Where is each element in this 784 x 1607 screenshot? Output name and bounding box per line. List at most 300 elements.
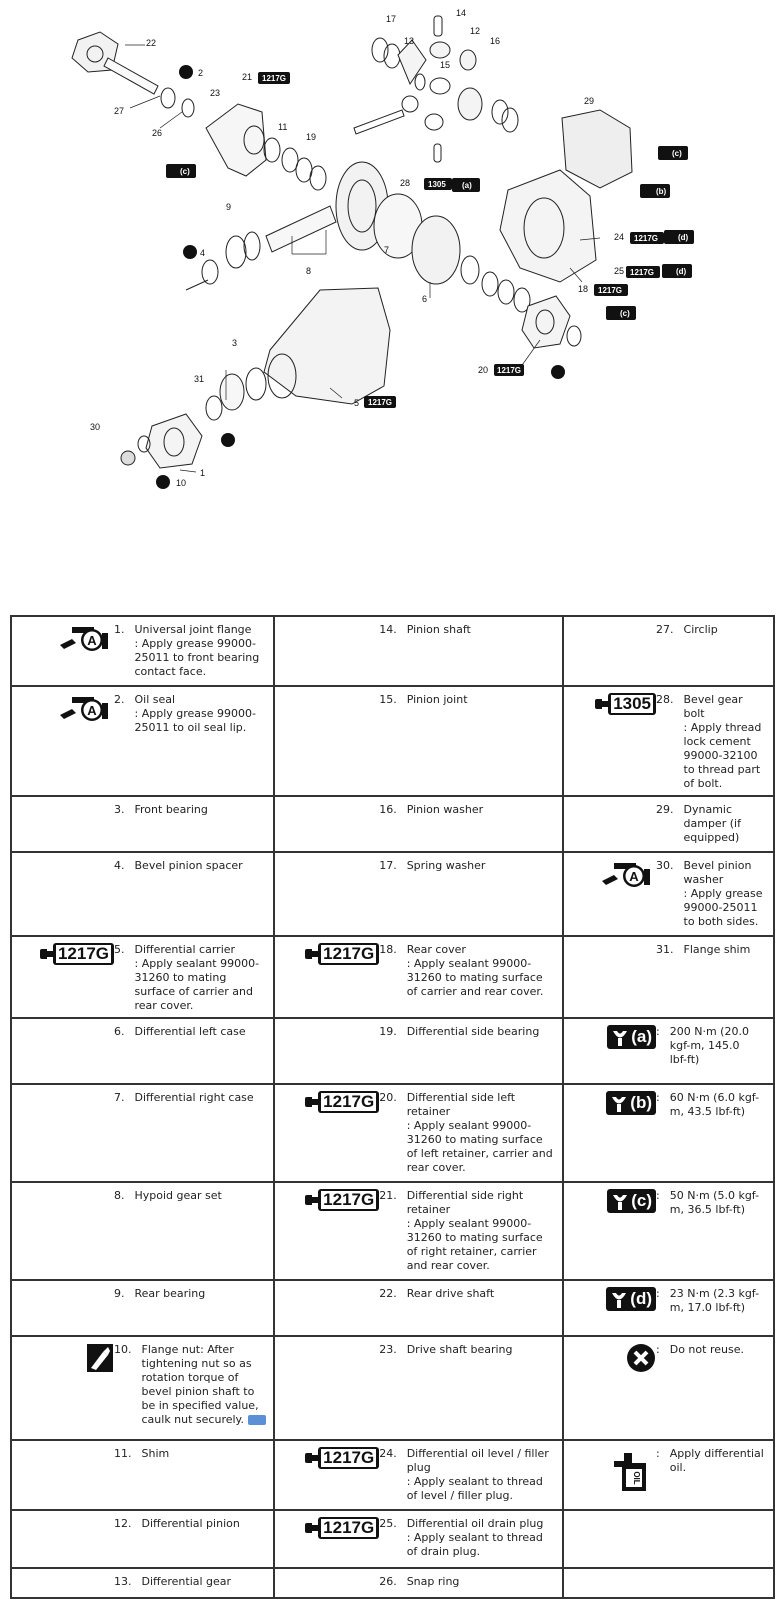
legend-cell <box>563 616 774 686</box>
part-description <box>142 1343 268 1427</box>
part-number: 7. <box>114 1091 125 1104</box>
part-name: Flange shim <box>683 943 751 956</box>
part-description <box>684 943 767 957</box>
universal-joint-flange-drawing <box>121 414 202 468</box>
legend-icon-slot <box>568 623 656 637</box>
svg-text:1217G: 1217G <box>634 234 659 243</box>
part-number: 3. <box>114 803 125 816</box>
svg-text:(a): (a) <box>462 181 472 190</box>
svg-text:1305: 1305 <box>428 180 446 189</box>
table-row <box>11 1182 774 1280</box>
part-name: Shim <box>141 1447 170 1460</box>
part-note: : Apply thread lock cement 99000-32100 to thread part of bolt. <box>683 721 762 790</box>
legend-icon-slot <box>279 1091 379 1175</box>
part-number: 9. <box>114 1287 125 1300</box>
legend-cell <box>274 852 563 936</box>
part-name: Differential oil level / filler plug <box>406 1447 549 1474</box>
part-name: 50 N·m (5.0 kgf-m, 36.5 lbf-ft) <box>669 1189 760 1216</box>
part-name: Do not reuse. <box>669 1343 744 1356</box>
part-number: 14. <box>379 623 397 636</box>
torque-b-icon: (b) <box>606 1091 656 1115</box>
legend-icon-slot <box>279 1287 379 1301</box>
part-name: 60 N·m (6.0 kgf-m, 43.5 lbf-ft) <box>669 1091 760 1118</box>
part-note: : Apply sealant 99000-31260 to mating surface of carrier and rear cover. <box>406 957 544 998</box>
torque-a-icon: (a) <box>607 1025 656 1049</box>
legend-cell <box>11 1018 274 1084</box>
legend-cell <box>11 1084 274 1182</box>
callout-18: 18 <box>578 284 589 294</box>
part-description <box>670 1091 767 1119</box>
table-row <box>11 1018 774 1084</box>
callout-30: 30 <box>90 422 101 432</box>
callout-7: 7 <box>384 245 390 255</box>
svg-text:OIL: OIL <box>632 1471 642 1485</box>
legend-cell <box>274 936 563 1018</box>
caulk-icon <box>86 1343 114 1373</box>
svg-text:(d): (d) <box>678 233 689 242</box>
part-number: 18. <box>379 943 397 956</box>
part-name: Differential right case <box>134 1091 254 1104</box>
part-description <box>670 1287 767 1315</box>
part-number: 1. <box>114 623 125 636</box>
part-note: : Apply grease 99000-25011 to both sides. <box>683 887 763 928</box>
svg-text:1217G: 1217G <box>598 286 623 295</box>
legend-cell <box>563 1568 774 1598</box>
part-note: : Apply sealant 99000-31260 to mating surface of carrier and rear cover. <box>134 957 260 1012</box>
svg-text:1217G: 1217G <box>497 366 522 375</box>
legend-cell <box>274 1510 563 1568</box>
legend-icon-slot <box>568 1091 656 1119</box>
part-name: Apply differential oil. <box>669 1447 764 1474</box>
legend-cell <box>11 1336 274 1440</box>
part-number: 28. <box>656 693 674 706</box>
seal-tag-24 <box>630 232 664 244</box>
callout-3: 3 <box>232 338 238 348</box>
legend-icon-slot <box>568 803 656 845</box>
callout-23: 23 <box>210 88 221 98</box>
part-name: Front bearing <box>134 803 208 816</box>
part-number: 29. <box>656 803 674 816</box>
legend-cell <box>11 1568 274 1598</box>
part-name: 200 N·m (20.0 kgf-m, 145.0 <box>669 1025 749 1052</box>
part-description <box>407 1091 556 1175</box>
part-number: 20. <box>379 1091 397 1104</box>
torque-tag-c-left <box>166 164 196 178</box>
legend-icon-slot <box>279 1025 379 1039</box>
callout-25: 25 <box>614 266 625 276</box>
sealant-1305-icon: 1305 <box>595 693 656 715</box>
part-number: 11. <box>114 1447 132 1460</box>
table-row <box>11 616 774 686</box>
table-row <box>11 936 774 1018</box>
legend-cell <box>563 852 774 936</box>
legend-icon-slot <box>16 859 114 873</box>
callout-13: 13 <box>404 36 415 46</box>
part-name: Snap ring <box>406 1575 460 1588</box>
part-description <box>135 1287 268 1301</box>
torque-tag-b <box>640 184 670 198</box>
table-row <box>11 796 774 852</box>
sealant-1217g-icon: 1217G <box>305 1091 379 1113</box>
legend-icon-slot <box>279 1517 379 1559</box>
part-name: Universal joint flange <box>134 623 252 636</box>
legend-cell <box>274 686 563 796</box>
part-number: 23. <box>379 1343 397 1356</box>
part-description <box>142 1447 268 1461</box>
part-number: 10. <box>114 1343 132 1356</box>
part-description <box>407 1025 556 1039</box>
sealant-1217g-icon: 1217G <box>305 1517 379 1539</box>
legend-cell <box>563 1336 774 1440</box>
legend-icon-slot <box>568 1343 656 1373</box>
part-name: Drive shaft bearing <box>406 1343 513 1356</box>
part-description <box>407 943 556 999</box>
callout-20: 20 <box>478 365 489 375</box>
part-name: Differential pinion <box>141 1517 240 1530</box>
svg-text:A: A <box>629 869 639 884</box>
part-description <box>407 1189 556 1273</box>
callout-26: 26 <box>152 128 163 138</box>
part-description <box>407 1447 556 1503</box>
part-description <box>407 693 556 707</box>
part-name: Differential oil drain plug <box>406 1517 544 1530</box>
callout-10: 10 <box>176 478 187 488</box>
part-description <box>684 623 767 637</box>
callout-17: 17 <box>386 14 397 24</box>
legend-cell <box>563 1510 774 1568</box>
grease-a-icon <box>58 623 114 653</box>
legend-cell <box>274 1018 563 1084</box>
part-name: Rear cover <box>406 943 466 956</box>
legend-cell <box>563 1018 774 1084</box>
part-description <box>407 623 556 637</box>
part-number: 4. <box>114 859 125 872</box>
legend-icon-slot <box>568 1447 656 1493</box>
part-number: : <box>656 1189 660 1202</box>
legend-icon-slot <box>16 1287 114 1301</box>
svg-text:1217G: 1217G <box>368 398 393 407</box>
svg-text:(c): (c) <box>180 167 190 176</box>
part-description <box>135 859 268 873</box>
legend-icon-slot <box>568 1287 656 1315</box>
sealant-1217g-icon: 1217G <box>305 1189 379 1211</box>
legend-cell <box>274 1280 563 1336</box>
svg-text:(b): (b) <box>656 187 667 196</box>
part-description <box>407 859 556 873</box>
legend-icon-slot <box>568 1025 656 1067</box>
part-name: Differential left case <box>134 1025 246 1038</box>
grease-a-icon <box>58 693 114 723</box>
callout-28: 28 <box>400 178 411 188</box>
callout-14: 14 <box>456 8 467 18</box>
callout-29: 29 <box>584 96 595 106</box>
legend-icon-slot <box>279 943 379 999</box>
part-description <box>407 1343 556 1357</box>
rear-cover-drawing <box>500 110 632 282</box>
legend-cell <box>11 1440 274 1510</box>
grease-a-icon <box>600 859 656 889</box>
legend-icon-slot <box>16 1091 114 1105</box>
part-name: 23 N·m (2.3 kgf-m, 17.0 lbf-ft) <box>669 1287 760 1314</box>
part-number: 30. <box>656 859 674 872</box>
legend-icon-slot <box>16 693 114 735</box>
legend-cell <box>11 936 274 1018</box>
legend-cell <box>563 1182 774 1280</box>
part-number: 27. <box>656 623 674 636</box>
seal-tag-21 <box>258 72 290 84</box>
legend-icon-slot <box>279 623 379 637</box>
part-number: 12. <box>114 1517 132 1530</box>
callout-8: 8 <box>306 266 312 276</box>
part-name: Hypoid gear set <box>134 1189 222 1202</box>
legend-cell <box>274 1336 563 1440</box>
table-row <box>11 686 774 796</box>
legend-icon-slot <box>16 1575 114 1589</box>
part-name: Bevel pinion washer <box>683 859 752 886</box>
legend-cell <box>11 686 274 796</box>
legend-cell <box>563 936 774 1018</box>
callout-4: 4 <box>200 248 206 258</box>
callout-15: 15 <box>440 60 451 70</box>
part-number: 8. <box>114 1189 125 1202</box>
part-number: : <box>656 1447 660 1460</box>
part-number: 5. <box>114 943 125 956</box>
sealant-1217g-icon: 1217G <box>305 943 379 965</box>
part-number: : <box>656 1287 660 1300</box>
legend-cell <box>563 1280 774 1336</box>
legend-icon-slot <box>279 1575 379 1589</box>
sealant-1217g-icon: 1217G <box>40 943 114 965</box>
part-number: 21. <box>379 1189 397 1202</box>
legend-icon-slot <box>568 943 656 957</box>
part-description <box>684 859 767 929</box>
table-row <box>11 1084 774 1182</box>
reference-link-icon[interactable] <box>248 1415 266 1425</box>
part-name: Flange nut: After tightening nut so as rotation torque of bevel pinion shaft to be in specified value, caulk nut securely. <box>141 1343 259 1426</box>
part-number: 17. <box>379 859 397 872</box>
legend-icon-slot <box>16 1025 114 1039</box>
part-note: : Apply grease 99000-25011 to oil seal lip. <box>134 707 256 734</box>
part-name: Differential side right retainer <box>406 1189 524 1216</box>
part-number: : <box>656 1091 660 1104</box>
part-note: : Apply sealant to thread of drain plug. <box>406 1531 543 1558</box>
oil-can-icon <box>610 1447 656 1493</box>
part-number: 16. <box>379 803 397 816</box>
part-name: Bevel gear bolt <box>683 693 743 720</box>
part-description <box>135 943 268 1013</box>
legend-cell <box>274 616 563 686</box>
part-name: Oil seal <box>134 693 176 706</box>
part-description <box>135 1091 268 1105</box>
part-number: 19. <box>379 1025 397 1038</box>
svg-text:(d): (d) <box>676 267 687 276</box>
part-name: Rear drive shaft <box>406 1287 495 1300</box>
part-number: : <box>656 1025 660 1038</box>
part-number: 26. <box>379 1575 397 1588</box>
legend-icon-slot <box>279 803 379 817</box>
legend-icon-slot <box>568 693 656 791</box>
legend-icon-slot <box>16 1447 114 1461</box>
bevel-pinion-drawing <box>186 206 336 290</box>
legend-icon-slot <box>568 1189 656 1217</box>
part-name: Circlip <box>683 623 718 636</box>
part-description <box>135 693 268 735</box>
legend-cell <box>11 616 274 686</box>
legend-icon-slot <box>279 1447 379 1503</box>
part-number: 24. <box>379 1447 397 1460</box>
callout-1: 1 <box>200 468 206 478</box>
legend-cell <box>11 1182 274 1280</box>
part-number: 2. <box>114 693 125 706</box>
part-number: 31. <box>656 943 674 956</box>
seal-tag-25 <box>626 266 660 278</box>
part-note: : Apply sealant 99000-31260 to mating surface of left retainer, carrier and rear cover. <box>406 1119 553 1174</box>
svg-text:A: A <box>87 633 97 648</box>
legend-cell <box>274 1084 563 1182</box>
part-description <box>142 1517 268 1531</box>
part-name: Differential side bearing <box>406 1025 540 1038</box>
part-note: : Apply grease 99000-25011 to front bearing contact face. <box>134 637 260 678</box>
part-description <box>135 1189 268 1203</box>
legend-icon-slot <box>16 623 114 679</box>
legend-icon-slot <box>16 803 114 817</box>
legend-icon-slot <box>16 1517 114 1531</box>
legend-cell <box>11 852 274 936</box>
legend-icon-slot <box>16 943 114 1013</box>
part-note: : Apply sealant to thread of level / filler plug. <box>406 1475 543 1502</box>
part-note: : Apply sealant 99000-31260 to mating surface of right retainer, carrier and rear cover. <box>406 1217 543 1272</box>
torque-c-icon: (c) <box>607 1189 656 1213</box>
right-retainer-drawing <box>522 296 581 348</box>
part-name: Rear bearing <box>134 1287 206 1300</box>
callout-21: 21 <box>242 72 253 82</box>
part-name: Differential carrier <box>134 943 236 956</box>
callout-9: 9 <box>226 202 232 212</box>
parts-legend-table <box>10 615 775 1599</box>
legend-icon-slot <box>279 859 379 873</box>
part-number: 15. <box>379 693 397 706</box>
part-description <box>670 1343 767 1373</box>
part-description <box>142 1575 268 1589</box>
callout-16: 16 <box>490 36 501 46</box>
differential-carrier-drawing <box>206 288 393 420</box>
callout-19: 19 <box>306 132 317 142</box>
torque-tag-a <box>452 178 480 192</box>
part-name: Bevel pinion spacer <box>134 859 243 872</box>
svg-text:1217G: 1217G <box>630 268 655 277</box>
svg-text:1217G: 1217G <box>262 74 287 83</box>
svg-text:(c): (c) <box>620 309 630 318</box>
part-description <box>670 1025 767 1067</box>
callout-11: 11 <box>278 122 288 132</box>
side-retainer-drawing <box>206 104 326 190</box>
part-description <box>407 1517 556 1559</box>
part-note: lbf-ft) <box>669 1053 700 1066</box>
part-description <box>407 1575 556 1589</box>
legend-cell <box>11 1280 274 1336</box>
part-description <box>407 1287 556 1301</box>
torque-tag-c-top <box>658 146 688 160</box>
table-row <box>11 1336 774 1440</box>
part-name: Differential gear <box>141 1575 232 1588</box>
legend-cell <box>563 1440 774 1510</box>
legend-cell <box>274 1182 563 1280</box>
seal-tag-18 <box>594 284 628 296</box>
part-description <box>135 1025 268 1039</box>
legend-icon-slot <box>568 859 656 929</box>
legend-icon-slot <box>279 1343 379 1357</box>
part-description <box>135 803 268 817</box>
part-description <box>407 803 556 817</box>
svg-text:(c): (c) <box>672 149 682 158</box>
legend-cell <box>274 1568 563 1598</box>
legend-cell <box>11 1510 274 1568</box>
callout-12: 12 <box>470 26 481 36</box>
do-not-reuse-icon <box>626 1343 656 1373</box>
part-name: Spring washer <box>406 859 486 872</box>
legend-cell <box>563 686 774 796</box>
exploded-parts-diagram <box>0 0 784 540</box>
part-number: 25. <box>379 1517 397 1530</box>
callout-2: 2 <box>198 68 204 78</box>
part-name: Dynamic damper (if equipped) <box>683 803 741 844</box>
seal-tag-28 <box>424 178 452 190</box>
part-name: Pinion joint <box>406 693 468 706</box>
legend-cell <box>563 1084 774 1182</box>
callout-6: 6 <box>422 294 428 304</box>
legend-cell <box>274 1440 563 1510</box>
part-name: Differential side left retainer <box>406 1091 516 1118</box>
part-description <box>670 1189 767 1217</box>
legend-icon-slot <box>279 693 379 707</box>
legend-cell <box>563 796 774 852</box>
part-description <box>135 623 268 679</box>
callout-22: 22 <box>146 38 157 48</box>
part-number: : <box>656 1343 660 1356</box>
table-row <box>11 1510 774 1568</box>
callout-5: 5 <box>354 398 360 408</box>
table-row <box>11 852 774 936</box>
seal-tag-20 <box>494 364 524 376</box>
legend-cell <box>274 796 563 852</box>
callout-24: 24 <box>614 232 625 242</box>
callout-31: 31 <box>194 374 205 384</box>
part-description <box>684 693 767 791</box>
table-row <box>11 1568 774 1598</box>
legend-icon-slot <box>279 1189 379 1273</box>
torque-tag-d-24 <box>664 230 694 244</box>
table-row <box>11 1440 774 1510</box>
table-row <box>11 1280 774 1336</box>
part-number: 6. <box>114 1025 125 1038</box>
legend-icon-slot <box>16 1343 114 1427</box>
part-name: Pinion washer <box>406 803 484 816</box>
torque-d-icon: (d) <box>606 1287 656 1311</box>
part-number: 22. <box>379 1287 397 1300</box>
legend-icon-slot <box>16 1189 114 1203</box>
svg-text:A: A <box>87 703 97 718</box>
part-number: 13. <box>114 1575 132 1588</box>
seal-tag-5 <box>364 396 396 408</box>
torque-tag-c-right <box>606 306 636 320</box>
part-description <box>670 1447 767 1493</box>
callout-27: 27 <box>114 106 125 116</box>
legend-cell <box>11 796 274 852</box>
sealant-1217g-icon: 1217G <box>305 1447 379 1469</box>
part-description <box>684 803 767 845</box>
part-name: Pinion shaft <box>406 623 471 636</box>
torque-tag-d-25 <box>662 264 692 278</box>
